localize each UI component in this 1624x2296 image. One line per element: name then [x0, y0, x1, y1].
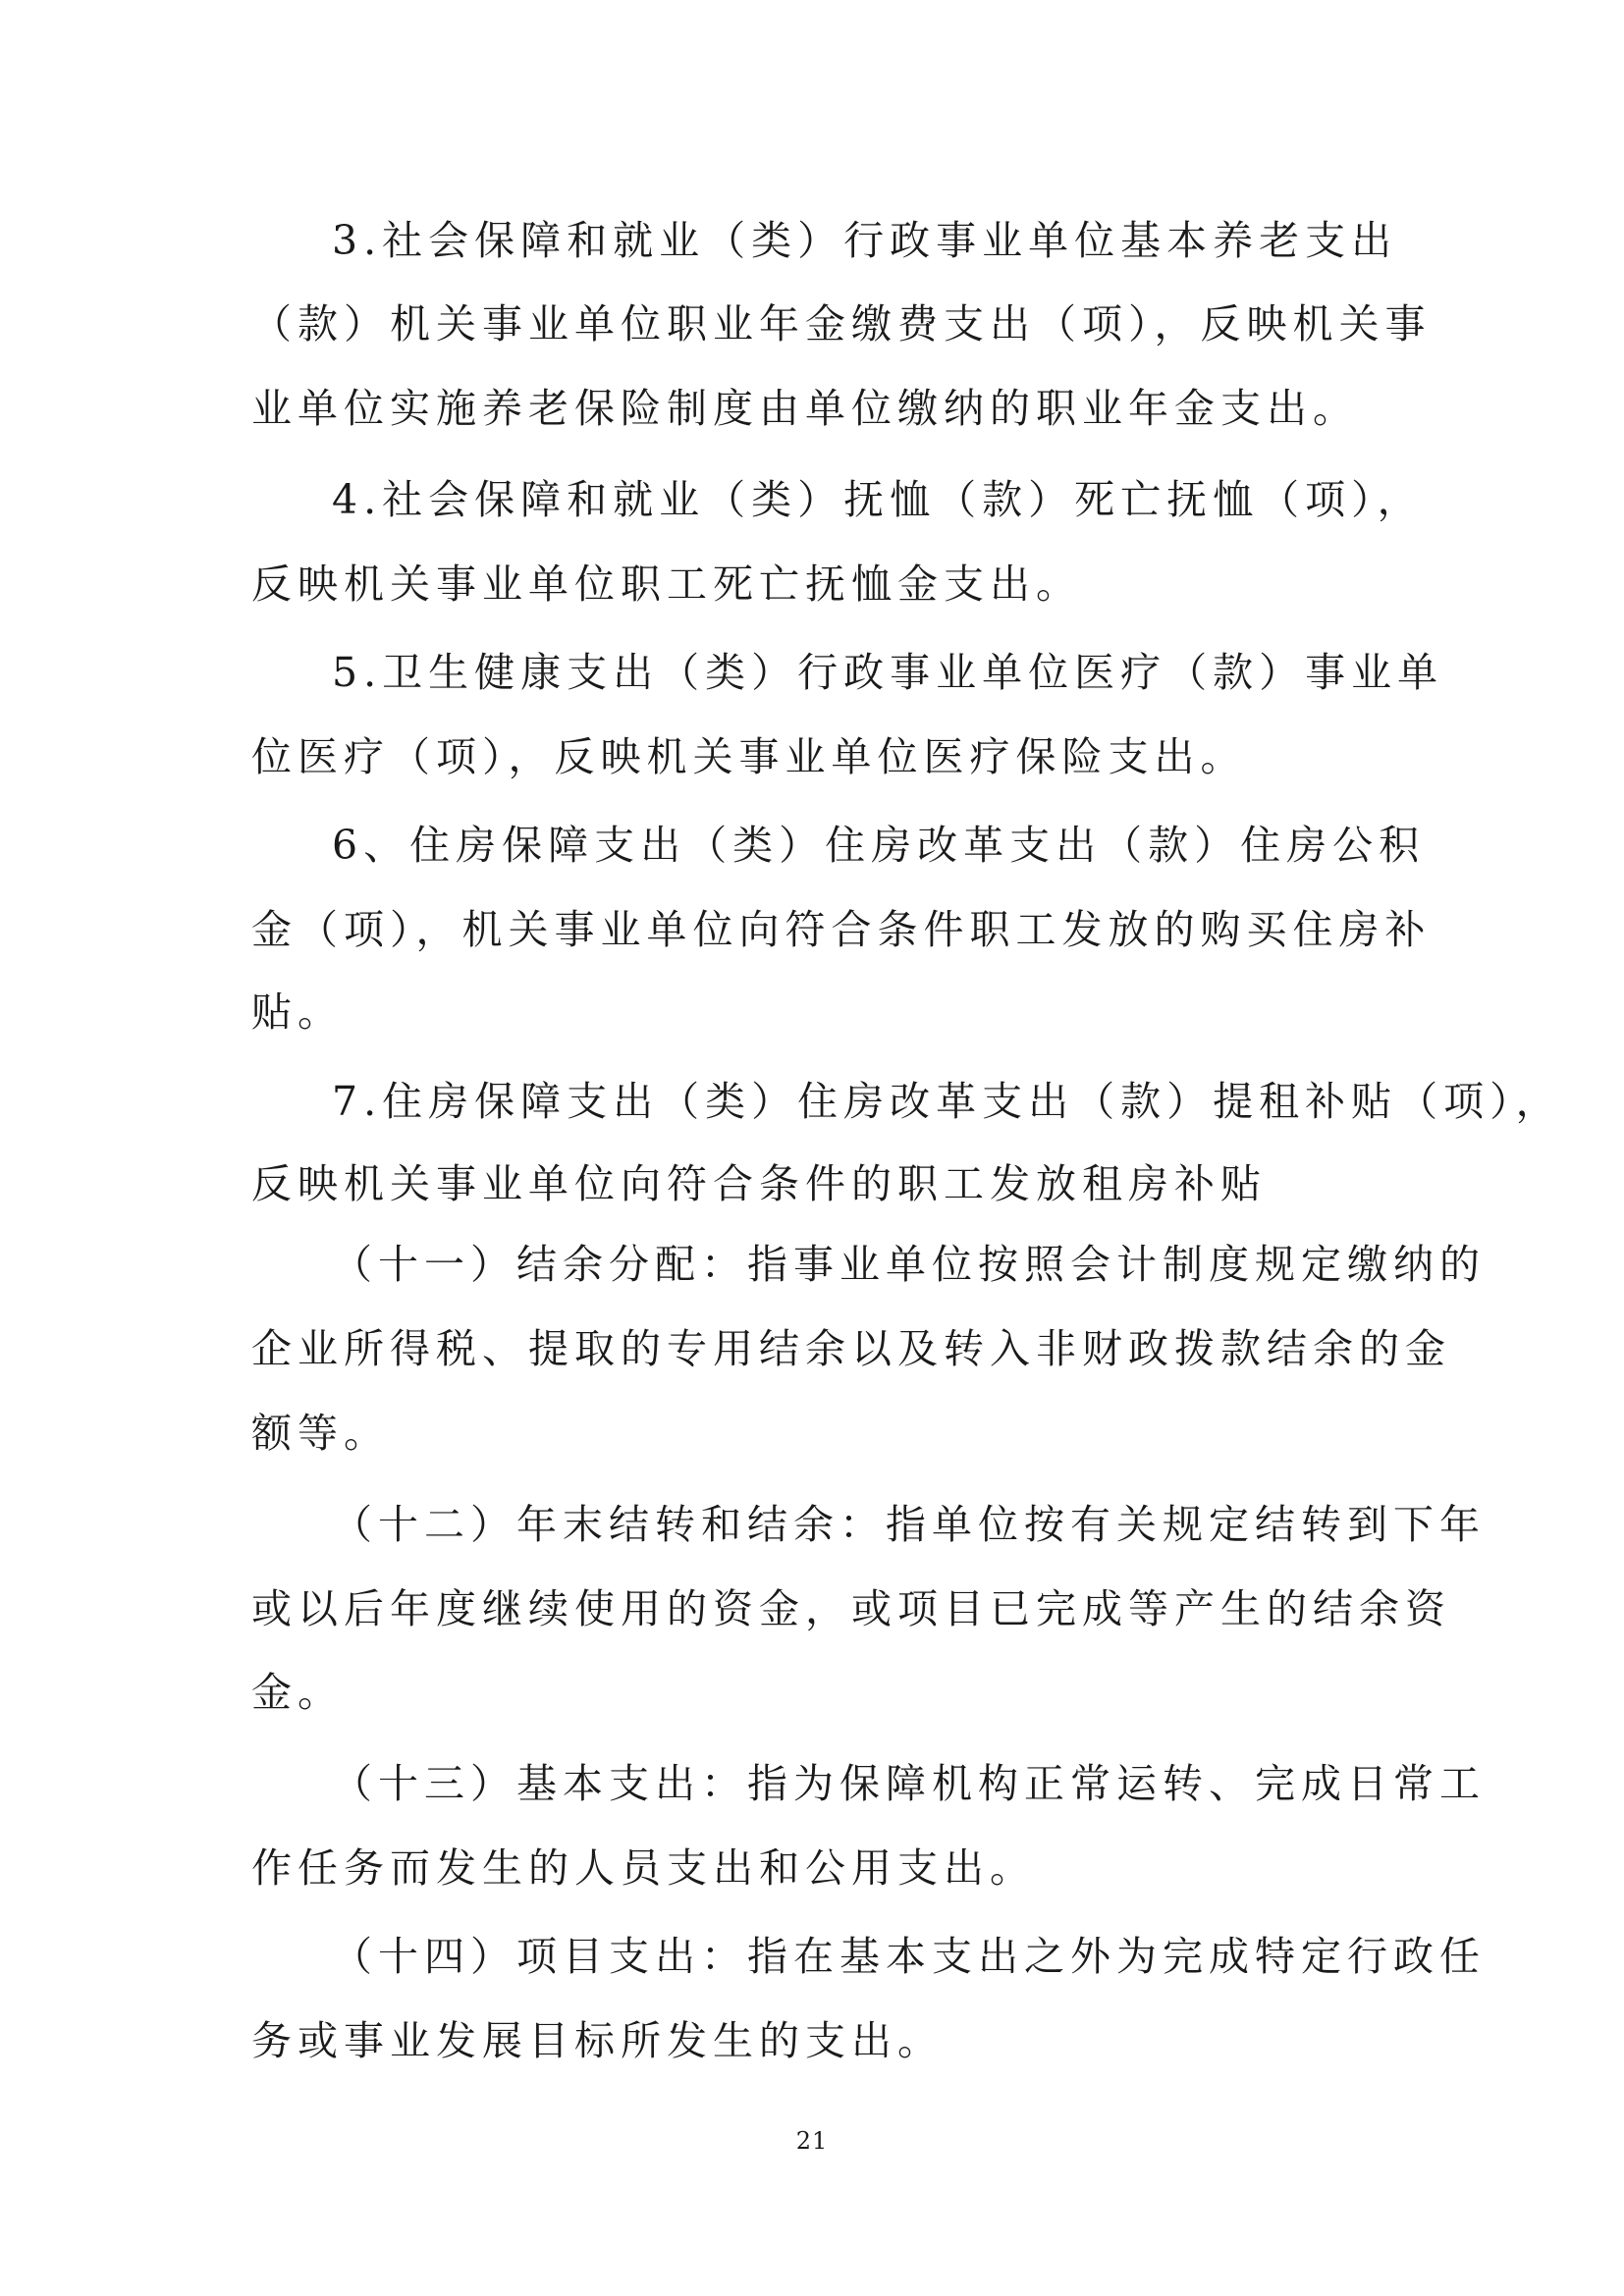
text-line: （款）机关事业单位职业年金缴费支出（项），反映机关事 — [251, 300, 1432, 347]
text-line: （十四）项目支出：指在基本支出之外为完成特定行政任 — [332, 1933, 1486, 1980]
text-line: 作任务而发生的人员支出和公用支出。 — [251, 1844, 1036, 1892]
text-line: （十二）年末结转和结余：指单位按有关规定结转到下年 — [332, 1501, 1486, 1548]
text-line: 3.社会保障和就业（类）行政事业单位基本养老支出 — [332, 217, 1398, 264]
text-line: 金。 — [251, 1669, 344, 1716]
text-line: 位医疗（项），反映机关事业单位医疗保险支出。 — [251, 733, 1247, 780]
text-line: 6、住房保障支出（类）住房改革支出（款）住房公积 — [332, 822, 1426, 869]
text-line: 4.社会保障和就业（类）抚恤（款）死亡抚恤（项）， — [332, 476, 1424, 523]
text-line: 反映机关事业单位职工死亡抚恤金支出。 — [251, 561, 1082, 608]
text-line: 额等。 — [251, 1410, 390, 1457]
text-line: 务或事业发展目标所发生的支出。 — [251, 2017, 944, 2064]
page-number: 21 — [795, 2127, 829, 2155]
text-line: 业单位实施养老保险制度由单位缴纳的职业年金支出。 — [251, 385, 1359, 432]
text-line: 或以后年度继续使用的资金，或项目已完成等产生的结余资 — [251, 1585, 1451, 1632]
text-line: 7.住房保障支出（类）住房改革支出（款）提租补贴（项）， — [332, 1078, 1562, 1125]
text-line: 金（项），机关事业单位向符合条件职工发放的购买住房补 — [251, 906, 1432, 953]
text-line: （十一）结余分配：指事业单位按照会计制度规定缴纳的 — [332, 1241, 1486, 1288]
text-line: 5.卫生健康支出（类）行政事业单位医疗（款）事业单 — [332, 649, 1444, 696]
text-line: 反映机关事业单位向符合条件的职工发放租房补贴 — [251, 1160, 1267, 1207]
text-line: 贴。 — [251, 988, 344, 1036]
text-line: 企业所得税、提取的专用结余以及转入非财政拨款结余的金 — [251, 1325, 1451, 1372]
text-line: （十三）基本支出：指为保障机构正常运转、完成日常工 — [332, 1760, 1486, 1807]
